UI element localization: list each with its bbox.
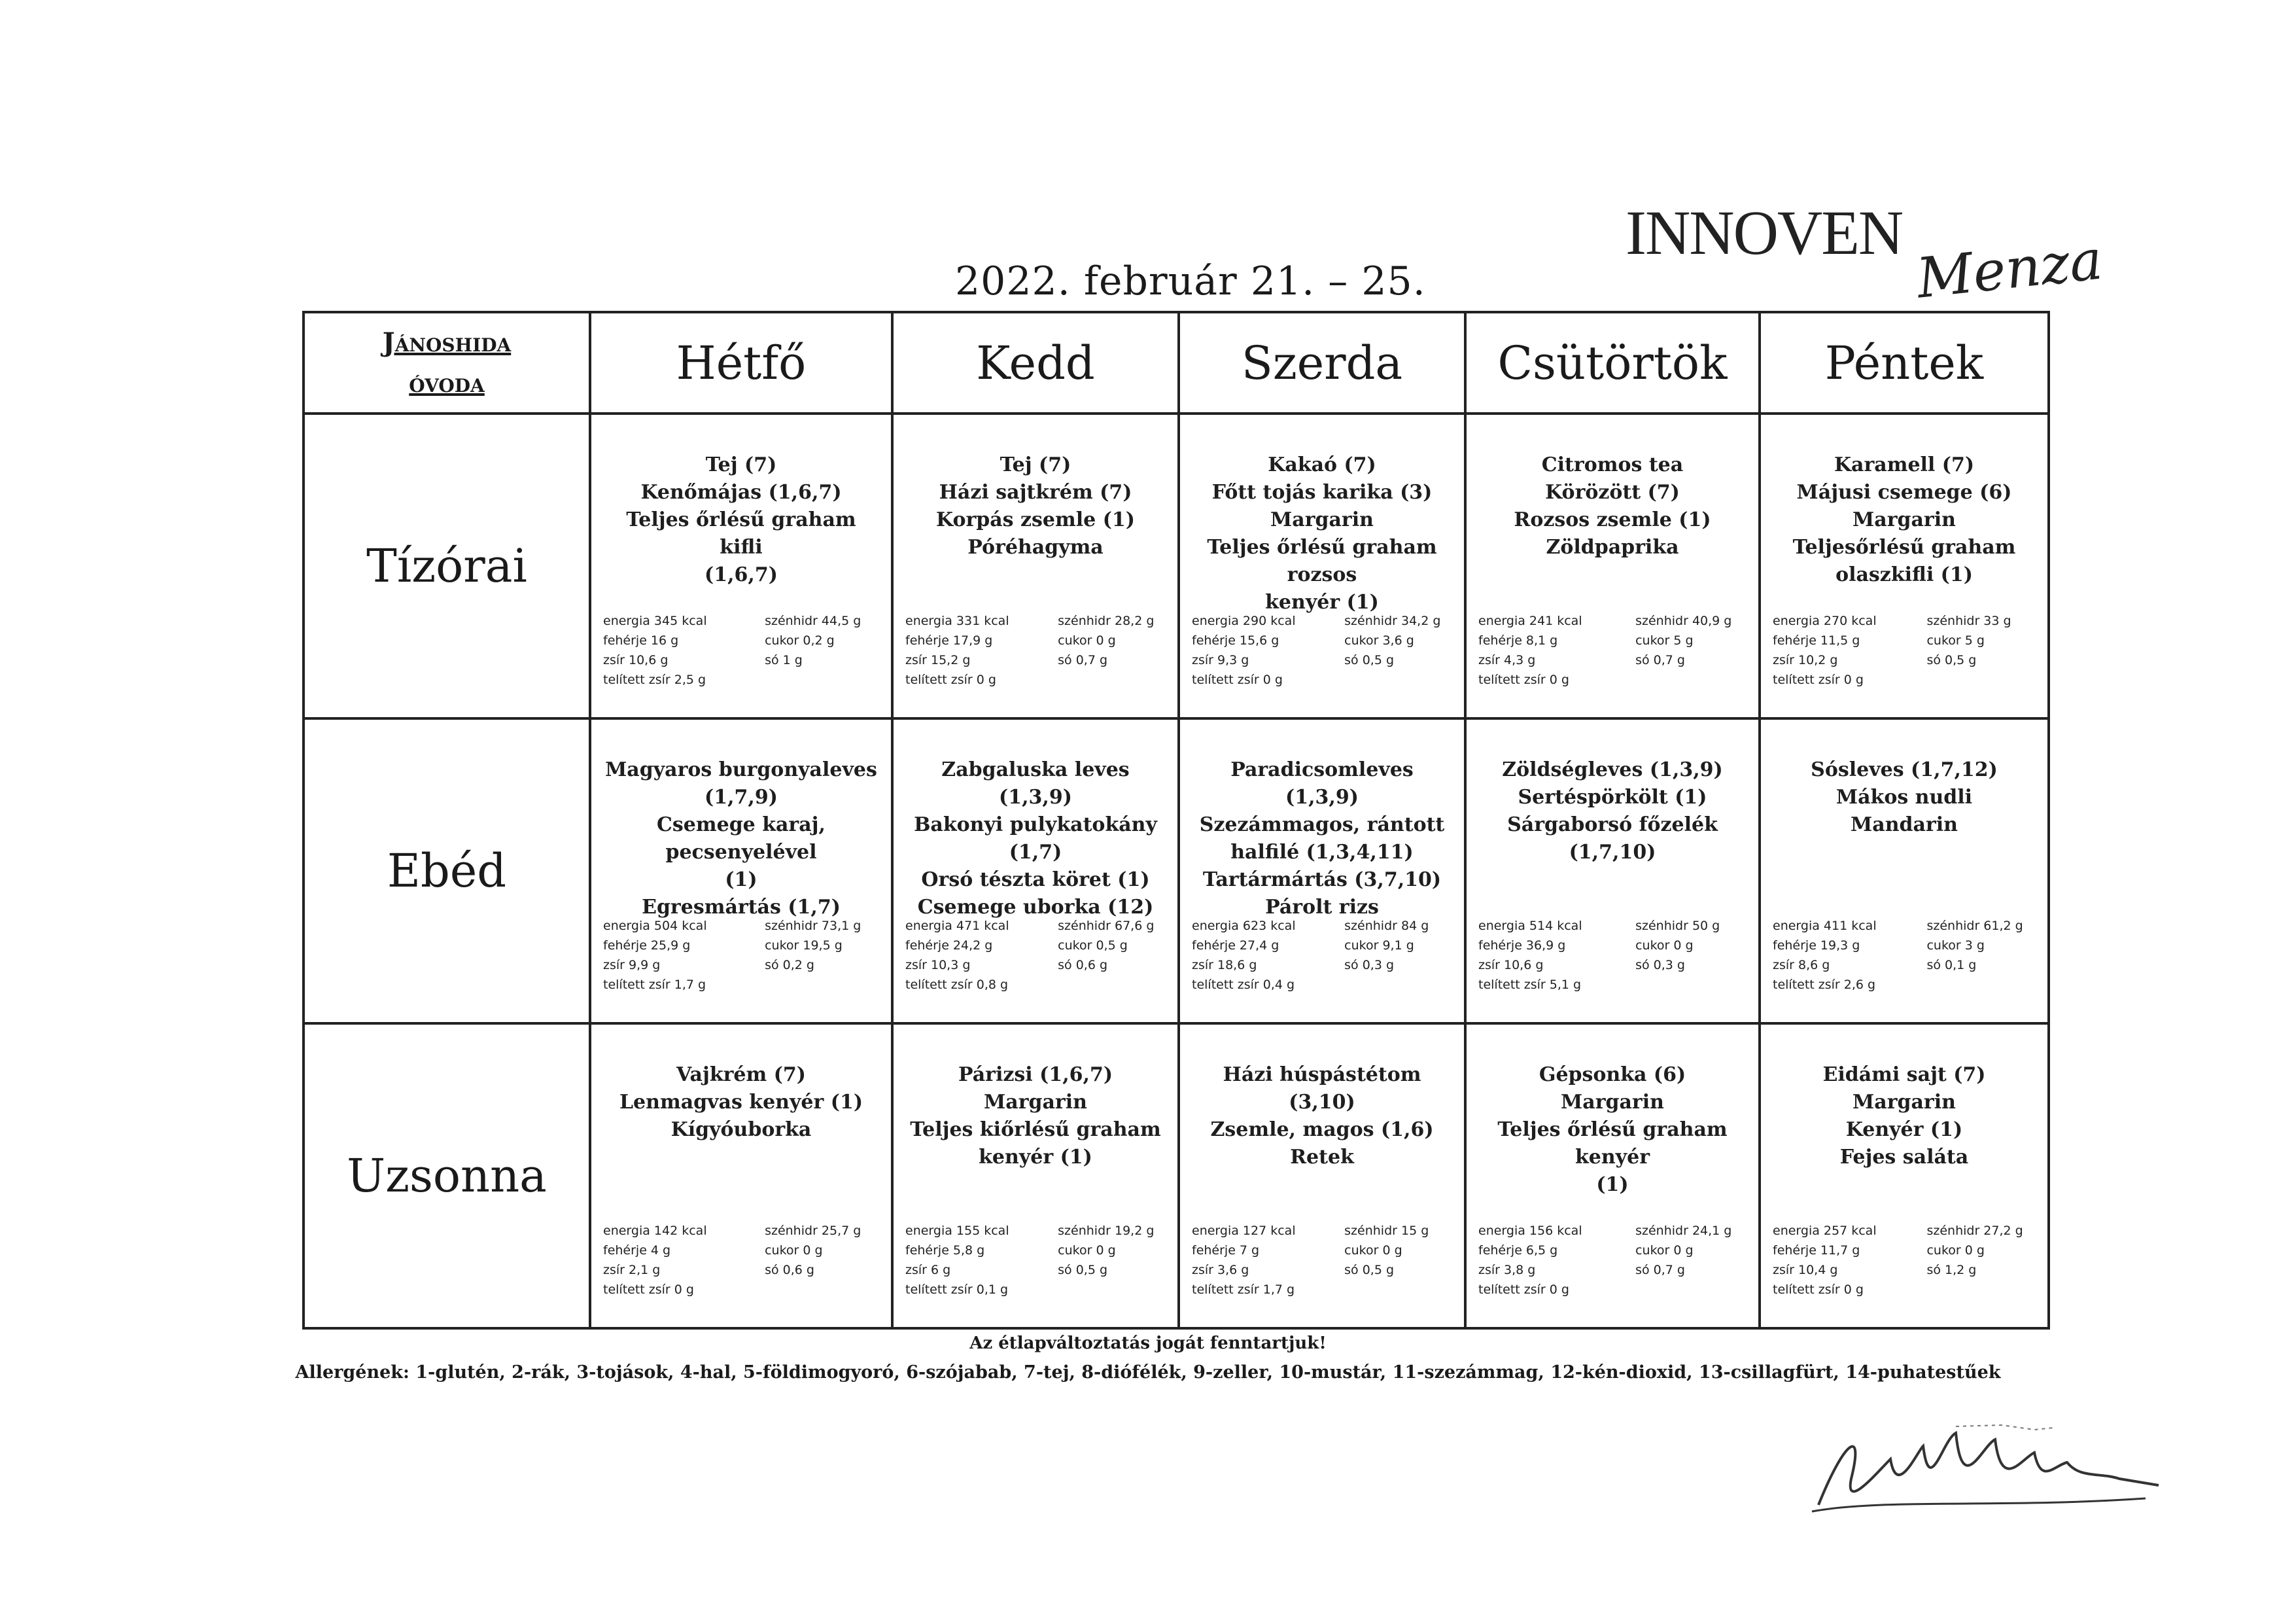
dish-line: Teljesőrlésű graham (1792, 536, 2016, 559)
nutrition-salt: só 0,7 g (1058, 653, 1108, 667)
meal-row (304, 1023, 2049, 1328)
nutrition-protein: fehérje 16 g (603, 633, 679, 648)
day-header-monday: Hétfő (590, 312, 892, 414)
dish-line: Tej (7) (705, 453, 777, 476)
nutrition-sugar: cukor 0 g (1635, 1243, 1694, 1258)
nutrition-protein: fehérje 27,4 g (1192, 938, 1279, 953)
day-header-tuesday: Kedd (892, 312, 1179, 414)
nutrition-sugar: cukor 0 g (765, 1243, 823, 1258)
dish-line: Zöldségleves (1,3,9) (1502, 758, 1723, 781)
nutrition-saturated-fat: telített zsír 1,7 g (603, 978, 706, 992)
nutrition-info (1773, 611, 2038, 690)
dish-line: Margarin (1561, 1091, 1664, 1114)
day-header-thursday: Csütörtök (1465, 312, 1760, 414)
dish-line: Házi húspástétom (3,10) (1223, 1063, 1421, 1114)
dish-line: Teljes őrlésű graham kifli (626, 508, 856, 559)
nutrition-carbs: szénhidr 67,6 g (1058, 919, 1155, 933)
nutrition-info (905, 916, 1168, 995)
nutrition-sugar: cukor 3 g (1926, 938, 1985, 953)
nutrition-energy: energia 156 kcal (1478, 1224, 1582, 1238)
dish-line: (1,7,9) (704, 786, 778, 809)
nutrition-energy: energia 331 kcal (905, 614, 1009, 628)
header-row (304, 312, 2049, 414)
nutrition-info (1192, 611, 1455, 690)
logo-script: Menza (1913, 227, 2106, 311)
dish-list (1180, 720, 1464, 921)
nutrition-salt: só 0,6 g (765, 1263, 814, 1277)
nutrition-salt: só 1 g (765, 653, 803, 667)
menu-cell (892, 414, 1179, 718)
dish-line: Magyaros burgonyaleves (605, 758, 877, 781)
dish-line: Margarin (1852, 1091, 1956, 1114)
dish-line: Retek (1290, 1146, 1354, 1169)
nutrition-fat: zsír 10,3 g (905, 958, 971, 972)
nutrition-saturated-fat: telített zsír 0 g (1773, 673, 1864, 687)
nutrition-fat: zsír 9,3 g (1192, 653, 1249, 667)
meal-name-cell: Tízórai (304, 414, 590, 718)
nutrition-energy: energia 471 kcal (905, 919, 1009, 933)
nutrition-salt: só 0,7 g (1635, 653, 1685, 667)
dish-line: Körözött (7) (1545, 481, 1680, 504)
nutrition-protein: fehérje 8,1 g (1478, 633, 1558, 648)
nutrition-protein: fehérje 24,2 g (905, 938, 993, 953)
dish-list (894, 720, 1177, 921)
nutrition-energy: energia 345 kcal (603, 614, 707, 628)
dish-list (1761, 1025, 2047, 1171)
nutrition-saturated-fat: telített zsír 0 g (1478, 673, 1569, 687)
nutrition-carbs: szénhidr 44,5 g (765, 614, 861, 628)
dish-line: Tej (7) (1000, 453, 1071, 476)
dish-line: Rozsos zsemle (1) (1514, 508, 1711, 531)
nutrition-protein: fehérje 4 g (603, 1243, 671, 1258)
nutrition-protein: fehérje 11,5 g (1773, 633, 1860, 648)
school-name-cell (304, 312, 590, 414)
nutrition-sugar: cukor 5 g (1635, 633, 1694, 648)
nutrition-salt: só 1,2 g (1926, 1263, 1977, 1277)
nutrition-saturated-fat: telített zsír 0 g (603, 1282, 694, 1297)
nutrition-saturated-fat: telített zsír 0 g (1478, 1282, 1569, 1297)
signature-mark (1805, 1400, 2172, 1531)
nutrition-fat: zsír 8,6 g (1773, 958, 1830, 972)
dish-line: olaszkifli (1) (1835, 563, 1973, 586)
nutrition-salt: só 0,3 g (1635, 958, 1685, 972)
nutrition-info (1773, 916, 2038, 995)
nutrition-salt: só 0,1 g (1926, 958, 1977, 972)
nutrition-energy: energia 155 kcal (905, 1224, 1009, 1238)
nutrition-carbs: szénhidr 28,2 g (1058, 614, 1155, 628)
meal-name-cell: Ebéd (304, 718, 590, 1023)
menu-cell (590, 718, 892, 1023)
menu-cell (1760, 414, 2049, 718)
dish-line: Főtt tojás karika (3) (1211, 481, 1433, 504)
nutrition-sugar: cukor 9,1 g (1344, 938, 1414, 953)
dish-line: Kakaó (7) (1268, 453, 1376, 476)
nutrition-carbs: szénhidr 34,2 g (1344, 614, 1441, 628)
dish-line: Sárgaborsó főzelék (1,7,10) (1507, 813, 1718, 864)
dish-line: Zsemle, magos (1,6) (1210, 1118, 1434, 1141)
nutrition-salt: só 0,5 g (1926, 653, 1977, 667)
nutrition-info (1478, 916, 1749, 995)
nutrition-fat: zsír 4,3 g (1478, 653, 1536, 667)
date-range-title: 2022. február 21. – 25. (955, 258, 1426, 304)
dish-line: kenyér (1) (1265, 591, 1379, 614)
nutrition-salt: só 0,3 g (1344, 958, 1395, 972)
dish-list (591, 415, 891, 589)
nutrition-salt: só 0,6 g (1058, 958, 1108, 972)
dish-line: Mandarin (1851, 813, 1958, 836)
menu-cell (1465, 718, 1760, 1023)
dish-line: Margarin (1852, 508, 1956, 531)
dish-line: (1,6,7) (704, 563, 778, 586)
nutrition-carbs: szénhidr 15 g (1344, 1224, 1429, 1238)
nutrition-protein: fehérje 19,3 g (1773, 938, 1860, 953)
nutrition-saturated-fat: telített zsír 1,7 g (1192, 1282, 1295, 1297)
nutrition-energy: energia 241 kcal (1478, 614, 1582, 628)
nutrition-fat: zsír 3,6 g (1192, 1263, 1249, 1277)
dish-line: Párizsi (1,6,7) (958, 1063, 1113, 1086)
nutrition-sugar: cukor 0,5 g (1058, 938, 1128, 953)
nutrition-salt: só 0,2 g (765, 958, 814, 972)
meal-row (304, 414, 2049, 718)
nutrition-fat: zsír 10,6 g (1478, 958, 1544, 972)
nutrition-salt: só 0,5 g (1344, 653, 1395, 667)
day-header-friday: Péntek (1760, 312, 2049, 414)
dish-line: Orsó tészta köret (1) (921, 868, 1150, 891)
dish-line: kenyér (1) (979, 1146, 1092, 1169)
nutrition-carbs: szénhidr 27,2 g (1926, 1224, 2023, 1238)
nutrition-energy: energia 142 kcal (603, 1224, 707, 1238)
dish-line: Vajkrém (7) (676, 1063, 806, 1086)
nutrition-sugar: cukor 0 g (1926, 1243, 1985, 1258)
dish-line: Citromos tea (1541, 453, 1684, 476)
dish-line: Kenyér (1) (1845, 1118, 1963, 1141)
dish-list (1180, 1025, 1464, 1171)
dish-line: Teljes őrlésű graham rozsos (1207, 536, 1437, 586)
nutrition-saturated-fat: telített zsír 0,4 g (1192, 978, 1295, 992)
nutrition-fat: zsír 15,2 g (905, 653, 971, 667)
dish-list (1467, 720, 1758, 866)
dish-line: Teljes őrlésű graham kenyér (1497, 1118, 1728, 1169)
dish-line: (1) (1596, 1173, 1629, 1196)
nutrition-carbs: szénhidr 61,2 g (1926, 919, 2023, 933)
nutrition-protein: fehérje 15,6 g (1192, 633, 1279, 648)
nutrition-info (1192, 1221, 1455, 1299)
nutrition-info (603, 916, 882, 995)
dish-line: Fejes saláta (1839, 1146, 1969, 1169)
dish-line: Májusi csemege (6) (1796, 481, 2012, 504)
nutrition-fat: zsír 9,9 g (603, 958, 661, 972)
nutrition-saturated-fat: telített zsír 0 g (905, 673, 996, 687)
nutrition-info (905, 611, 1168, 690)
dish-line: Lenmagvas kenyér (1) (619, 1091, 863, 1114)
nutrition-energy: energia 270 kcal (1773, 614, 1877, 628)
dish-line: Sósleves (1,7,12) (1811, 758, 1998, 781)
dish-line: Gépsonka (6) (1539, 1063, 1686, 1086)
nutrition-sugar: cukor 3,6 g (1344, 633, 1414, 648)
nutrition-fat: zsír 6 g (905, 1263, 951, 1277)
nutrition-fat: zsír 2,1 g (603, 1263, 661, 1277)
nutrition-sugar: cukor 0,2 g (765, 633, 835, 648)
dish-line: Margarin (1270, 508, 1374, 531)
dish-line: Teljes kiőrlésű graham (910, 1118, 1161, 1141)
dish-line: Tartármártás (3,7,10) (1202, 868, 1442, 891)
menu-cell (1760, 1023, 2049, 1328)
nutrition-fat: zsír 10,2 g (1773, 653, 1838, 667)
dish-line: Kenőmájas (1,6,7) (640, 481, 842, 504)
day-header-wednesday: Szerda (1179, 312, 1465, 414)
nutrition-saturated-fat: telített zsír 2,5 g (603, 673, 706, 687)
nutrition-info (1478, 611, 1749, 690)
nutrition-protein: fehérje 11,7 g (1773, 1243, 1860, 1258)
menu-cell (1179, 414, 1465, 718)
dish-line: Karamell (7) (1834, 453, 1975, 476)
dish-list (1180, 415, 1464, 616)
dish-line: Szezámmagos, rántott (1199, 813, 1445, 836)
dish-list (1467, 415, 1758, 561)
dish-list (894, 1025, 1177, 1171)
menu-cell (892, 1023, 1179, 1328)
logo-brand: INNOVEN (1626, 198, 1903, 268)
nutrition-saturated-fat: telített zsír 0 g (1773, 1282, 1864, 1297)
nutrition-protein: fehérje 25,9 g (603, 938, 691, 953)
nutrition-salt: só 0,7 g (1635, 1263, 1685, 1277)
nutrition-carbs: szénhidr 50 g (1635, 919, 1720, 933)
dish-line: Kígyóuborka (670, 1118, 812, 1141)
nutrition-saturated-fat: telített zsír 0,8 g (905, 978, 1009, 992)
nutrition-sugar: cukor 5 g (1926, 633, 1985, 648)
dish-line: Zöldpaprika (1546, 536, 1679, 559)
nutrition-fat: zsír 10,4 g (1773, 1263, 1838, 1277)
menu-cell (1465, 414, 1760, 718)
dish-line: Póréhagyma (967, 536, 1104, 559)
menu-cell (1179, 718, 1465, 1023)
nutrition-saturated-fat: telített zsír 5,1 g (1478, 978, 1582, 992)
dish-list (1761, 415, 2047, 589)
meal-name-cell: Uzsonna (304, 1023, 590, 1328)
nutrition-sugar: cukor 0 g (1058, 1243, 1116, 1258)
nutrition-protein: fehérje 17,9 g (905, 633, 993, 648)
dish-line: (1) (725, 868, 757, 891)
nutrition-info (905, 1221, 1168, 1299)
nutrition-sugar: cukor 19,5 g (765, 938, 843, 953)
nutrition-sugar: cukor 0 g (1344, 1243, 1402, 1258)
menu-change-note: Az étlapváltoztatás jogát fenntartjuk! (969, 1333, 1327, 1353)
nutrition-carbs: szénhidr 33 g (1926, 614, 2011, 628)
nutrition-salt: só 0,5 g (1344, 1263, 1395, 1277)
dish-line: Eidámi sajt (7) (1822, 1063, 1986, 1086)
menu-cell (892, 718, 1179, 1023)
dish-line: Sertéspörkölt (1) (1518, 786, 1707, 809)
nutrition-sugar: cukor 0 g (1635, 938, 1694, 953)
nutrition-info (603, 611, 882, 690)
innoven-menza-logo (1626, 196, 2106, 311)
dish-line: Egresmártás (1,7) (642, 896, 841, 919)
dish-line: Margarin (984, 1091, 1087, 1114)
nutrition-sugar: cukor 0 g (1058, 633, 1116, 648)
nutrition-carbs: szénhidr 25,7 g (765, 1224, 861, 1238)
nutrition-fat: zsír 10,6 g (603, 653, 669, 667)
dish-list (591, 1025, 891, 1144)
nutrition-saturated-fat: telített zsír 0,1 g (905, 1282, 1009, 1297)
dish-line: Korpás zsemle (1) (936, 508, 1135, 531)
dish-line: Párolt rizs (1265, 896, 1379, 919)
allergen-legend: Allergének: 1-glutén, 2-rák, 3-tojások, 4-hal, 5-földimogyoró, 6-szójabab, 7-tej, 8-diófélék, 9-zeller, 10-mustár, 11-szezámmag, 12-kén-dioxid, 13-csillagfürt, 14-puhatestűek (295, 1362, 2001, 1383)
nutrition-info (1478, 1221, 1749, 1299)
menu-cell (1760, 718, 2049, 1023)
nutrition-info (1192, 916, 1455, 995)
nutrition-energy: energia 504 kcal (603, 919, 707, 933)
nutrition-carbs: szénhidr 40,9 g (1635, 614, 1732, 628)
nutrition-energy: energia 127 kcal (1192, 1224, 1296, 1238)
dish-line: Csemege karaj, pecsenyelével (657, 813, 826, 864)
menu-cell (590, 414, 892, 718)
dish-list (1761, 720, 2047, 839)
dish-list (894, 415, 1177, 561)
dish-line: halfilé (1,3,4,11) (1230, 841, 1414, 864)
dish-line: Zabgaluska leves (1,3,9) (941, 758, 1130, 809)
nutrition-carbs: szénhidr 24,1 g (1635, 1224, 1732, 1238)
nutrition-energy: energia 514 kcal (1478, 919, 1582, 933)
nutrition-saturated-fat: telített zsír 2,6 g (1773, 978, 1876, 992)
nutrition-fat: zsír 18,6 g (1192, 958, 1257, 972)
nutrition-info (603, 1221, 882, 1299)
menu-cell (1465, 1023, 1760, 1328)
dish-line: Mákos nudli (1835, 786, 1973, 809)
menu-cell (1179, 1023, 1465, 1328)
school-name-line1: Jánoshida (382, 327, 512, 358)
nutrition-protein: fehérje 7 g (1192, 1243, 1260, 1258)
nutrition-energy: energia 290 kcal (1192, 614, 1296, 628)
nutrition-carbs: szénhidr 73,1 g (765, 919, 861, 933)
nutrition-fat: zsír 3,8 g (1478, 1263, 1536, 1277)
nutrition-protein: fehérje 6,5 g (1478, 1243, 1558, 1258)
dish-line: Paradicsomleves (1,3,9) (1230, 758, 1414, 809)
nutrition-info (1773, 1221, 2038, 1299)
dish-list (1467, 1025, 1758, 1199)
school-name-line2: óvoda (409, 367, 485, 398)
nutrition-saturated-fat: telített zsír 0 g (1192, 673, 1283, 687)
dish-line: Házi sajtkrém (7) (939, 481, 1132, 504)
dish-list (591, 720, 891, 921)
menu-cell (590, 1023, 892, 1328)
nutrition-energy: energia 623 kcal (1192, 919, 1296, 933)
nutrition-carbs: szénhidr 19,2 g (1058, 1224, 1155, 1238)
dish-line: Csemege uborka (12) (917, 896, 1154, 919)
nutrition-energy: energia 411 kcal (1773, 919, 1877, 933)
weekly-menu-table (302, 311, 2050, 1330)
nutrition-salt: só 0,5 g (1058, 1263, 1108, 1277)
nutrition-protein: fehérje 5,8 g (905, 1243, 985, 1258)
nutrition-carbs: szénhidr 84 g (1344, 919, 1429, 933)
nutrition-energy: energia 257 kcal (1773, 1224, 1877, 1238)
meal-row (304, 718, 2049, 1023)
dish-line: Bakonyi pulykatokány (1,7) (914, 813, 1157, 864)
nutrition-protein: fehérje 36,9 g (1478, 938, 1566, 953)
